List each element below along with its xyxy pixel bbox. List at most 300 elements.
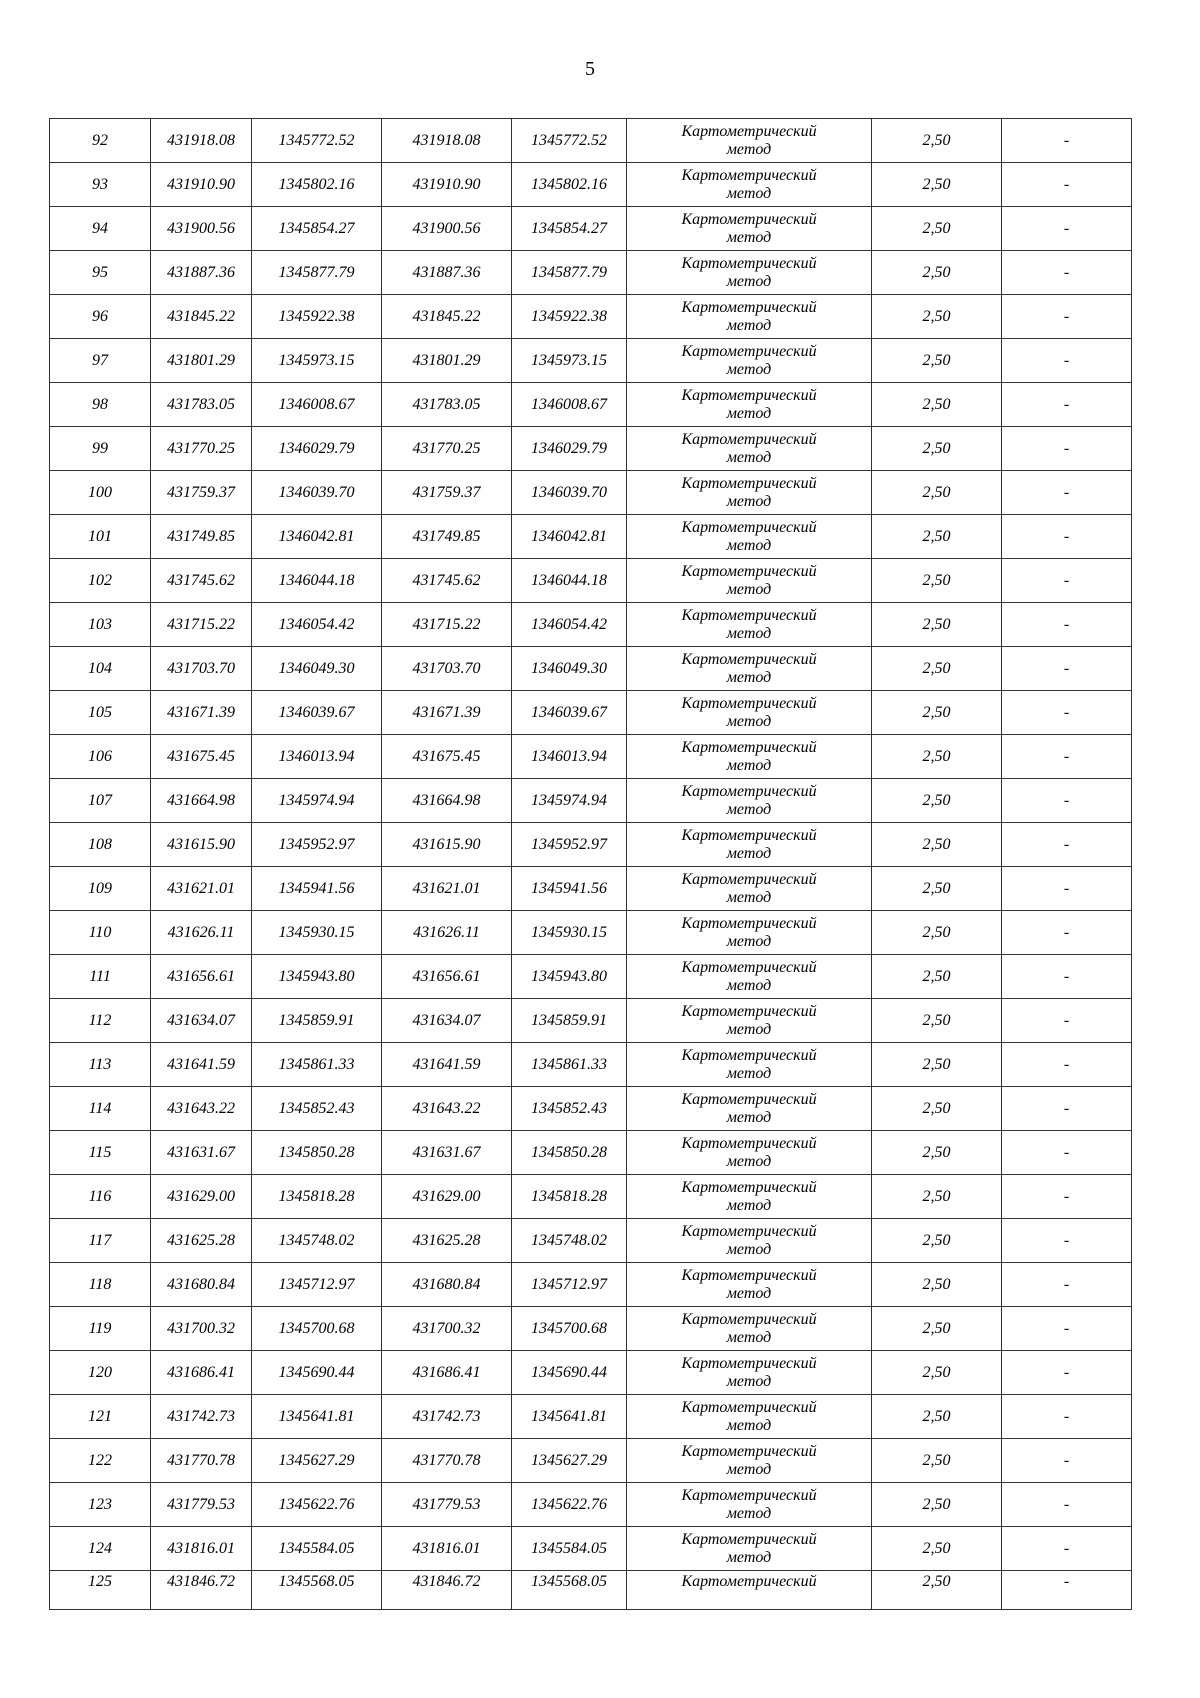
- existing-x-cell: 431686.41: [151, 1351, 252, 1395]
- table-row: [50, 1175, 1132, 1219]
- table-row: [50, 207, 1132, 251]
- method-cell: [627, 163, 872, 207]
- point-number-cell: 102: [50, 559, 151, 603]
- refined-x-cell: 431634.07: [382, 999, 512, 1043]
- method-line-2: метод: [726, 1240, 772, 1258]
- method-line-2: метод: [726, 1064, 772, 1082]
- method-line-2: метод: [726, 668, 772, 686]
- table-row: [50, 691, 1132, 735]
- refined-x-cell: 431643.22: [382, 1087, 512, 1131]
- refined-y-cell: 1346039.70: [512, 471, 627, 515]
- method-line-1: Картометрический: [681, 386, 817, 404]
- accuracy-cell: 2,50: [872, 1131, 1002, 1175]
- refined-x-cell: 431615.90: [382, 823, 512, 867]
- table-row: [50, 999, 1132, 1043]
- refined-y-cell: 1346039.67: [512, 691, 627, 735]
- method-cell: [627, 119, 872, 163]
- existing-x-cell: 431680.84: [151, 1263, 252, 1307]
- method-line-2: метод: [726, 800, 772, 818]
- method-line-1: Картометрический: [681, 650, 817, 668]
- method-line-1: Картометрический: [681, 914, 817, 932]
- table-row: [50, 1483, 1132, 1527]
- existing-y-cell: 1345802.16: [252, 163, 382, 207]
- method-cell: [627, 1219, 872, 1263]
- point-number-cell: 115: [50, 1131, 151, 1175]
- existing-y-cell: 1345700.68: [252, 1307, 382, 1351]
- method-line-1: Картометрический: [681, 430, 817, 448]
- accuracy-cell: 2,50: [872, 911, 1002, 955]
- method-line-1: Картометрический: [681, 474, 817, 492]
- point-number-cell: 120: [50, 1351, 151, 1395]
- table-row: [50, 1395, 1132, 1439]
- accuracy-cell: 2,50: [872, 823, 1002, 867]
- existing-y-cell: 1345973.15: [252, 339, 382, 383]
- refined-x-cell: 431910.90: [382, 163, 512, 207]
- existing-y-cell: 1345622.76: [252, 1483, 382, 1527]
- method-cell: [627, 383, 872, 427]
- method-line-1: Картометрический: [681, 1090, 817, 1108]
- method-line-2: метод: [726, 1460, 772, 1478]
- method-line-1: Картометрический: [681, 1573, 817, 1590]
- method-line-2: метод: [726, 536, 772, 554]
- note-cell: -: [1002, 1351, 1132, 1395]
- note-cell: -: [1002, 1571, 1132, 1610]
- method-line-1: Картометрический: [681, 1046, 817, 1064]
- method-cell: [627, 603, 872, 647]
- note-cell: -: [1002, 295, 1132, 339]
- existing-y-cell: 1346008.67: [252, 383, 382, 427]
- point-number-cell: 118: [50, 1263, 151, 1307]
- accuracy-cell: 2,50: [872, 1439, 1002, 1483]
- method-line-1: Картометрический: [681, 1266, 817, 1284]
- method-line-2: метод: [726, 404, 772, 422]
- point-number-cell: 124: [50, 1527, 151, 1571]
- table-row: [50, 559, 1132, 603]
- refined-y-cell: 1345941.56: [512, 867, 627, 911]
- note-cell: -: [1002, 207, 1132, 251]
- table-row: [50, 823, 1132, 867]
- refined-y-cell: 1345690.44: [512, 1351, 627, 1395]
- refined-x-cell: 431770.78: [382, 1439, 512, 1483]
- point-number-cell: 95: [50, 251, 151, 295]
- existing-y-cell: 1346013.94: [252, 735, 382, 779]
- method-cell: [627, 999, 872, 1043]
- method-line-1: Картометрический: [681, 826, 817, 844]
- point-number-cell: 109: [50, 867, 151, 911]
- refined-y-cell: 1345641.81: [512, 1395, 627, 1439]
- method-line-1: Картометрический: [681, 1222, 817, 1240]
- refined-y-cell: 1346042.81: [512, 515, 627, 559]
- method-cell: [627, 1395, 872, 1439]
- method-cell: [627, 471, 872, 515]
- method-cell: [627, 1307, 872, 1351]
- refined-y-cell: 1345850.28: [512, 1131, 627, 1175]
- refined-x-cell: 431846.72: [382, 1571, 512, 1610]
- existing-x-cell: 431900.56: [151, 207, 252, 251]
- coordinates-table-body: [50, 119, 1132, 1610]
- method-cell: [627, 1527, 872, 1571]
- method-cell: [627, 1571, 872, 1610]
- accuracy-cell: 2,50: [872, 471, 1002, 515]
- existing-x-cell: 431641.59: [151, 1043, 252, 1087]
- refined-y-cell: 1345627.29: [512, 1439, 627, 1483]
- point-number-cell: 122: [50, 1439, 151, 1483]
- refined-x-cell: 431887.36: [382, 251, 512, 295]
- table-row: [50, 251, 1132, 295]
- point-number-cell: 110: [50, 911, 151, 955]
- note-cell: -: [1002, 823, 1132, 867]
- refined-x-cell: 431686.41: [382, 1351, 512, 1395]
- point-number-cell: 100: [50, 471, 151, 515]
- method-cell: [627, 691, 872, 735]
- existing-x-cell: 431910.90: [151, 163, 252, 207]
- point-number-cell: 92: [50, 119, 151, 163]
- refined-x-cell: 431845.22: [382, 295, 512, 339]
- method-line-1: Картометрический: [681, 166, 817, 184]
- accuracy-cell: 2,50: [872, 691, 1002, 735]
- method-cell: [627, 955, 872, 999]
- existing-x-cell: 431715.22: [151, 603, 252, 647]
- point-number-cell: 121: [50, 1395, 151, 1439]
- existing-y-cell: 1345952.97: [252, 823, 382, 867]
- point-number-cell: 116: [50, 1175, 151, 1219]
- table-row: [50, 647, 1132, 691]
- table-row: [50, 515, 1132, 559]
- table-row: [50, 603, 1132, 647]
- method-line-1: Картометрический: [681, 1310, 817, 1328]
- existing-y-cell: 1345850.28: [252, 1131, 382, 1175]
- accuracy-cell: 2,50: [872, 1527, 1002, 1571]
- table-row: [50, 339, 1132, 383]
- method-cell: [627, 1483, 872, 1527]
- existing-x-cell: 431703.70: [151, 647, 252, 691]
- method-line-2: метод: [726, 492, 772, 510]
- point-number-cell: 93: [50, 163, 151, 207]
- point-number-cell: 104: [50, 647, 151, 691]
- method-line-2: метод: [726, 712, 772, 730]
- method-line-2: метод: [726, 272, 772, 290]
- accuracy-cell: 2,50: [872, 1087, 1002, 1131]
- refined-x-cell: 431770.25: [382, 427, 512, 471]
- accuracy-cell: 2,50: [872, 515, 1002, 559]
- refined-y-cell: 1345818.28: [512, 1175, 627, 1219]
- existing-x-cell: 431845.22: [151, 295, 252, 339]
- method-line-1: Картометрический: [681, 122, 817, 140]
- point-number-cell: 97: [50, 339, 151, 383]
- note-cell: -: [1002, 1043, 1132, 1087]
- refined-y-cell: 1345748.02: [512, 1219, 627, 1263]
- refined-y-cell: 1346008.67: [512, 383, 627, 427]
- method-cell: [627, 647, 872, 691]
- existing-y-cell: 1345943.80: [252, 955, 382, 999]
- existing-x-cell: 431801.29: [151, 339, 252, 383]
- existing-x-cell: 431779.53: [151, 1483, 252, 1527]
- existing-y-cell: 1345584.05: [252, 1527, 382, 1571]
- refined-x-cell: 431918.08: [382, 119, 512, 163]
- existing-x-cell: 431671.39: [151, 691, 252, 735]
- existing-y-cell: 1346042.81: [252, 515, 382, 559]
- method-line-2: метод: [726, 932, 772, 950]
- method-line-1: Картометрический: [681, 738, 817, 756]
- method-cell: [627, 1043, 872, 1087]
- existing-y-cell: 1345941.56: [252, 867, 382, 911]
- refined-x-cell: 431675.45: [382, 735, 512, 779]
- point-number-cell: 108: [50, 823, 151, 867]
- note-cell: -: [1002, 163, 1132, 207]
- existing-x-cell: 431770.78: [151, 1439, 252, 1483]
- table-row: [50, 779, 1132, 823]
- accuracy-cell: 2,50: [872, 295, 1002, 339]
- refined-y-cell: 1346013.94: [512, 735, 627, 779]
- note-cell: -: [1002, 867, 1132, 911]
- table-row: [50, 163, 1132, 207]
- method-line-2: метод: [726, 228, 772, 246]
- method-line-1: Картометрический: [681, 1486, 817, 1504]
- method-line-2: метод: [726, 1152, 772, 1170]
- existing-y-cell: 1345854.27: [252, 207, 382, 251]
- refined-y-cell: 1345922.38: [512, 295, 627, 339]
- method-line-2: метод: [726, 448, 772, 466]
- refined-x-cell: 431664.98: [382, 779, 512, 823]
- method-cell: [627, 823, 872, 867]
- refined-x-cell: 431625.28: [382, 1219, 512, 1263]
- method-line-2: метод: [726, 1372, 772, 1390]
- point-number-cell: 113: [50, 1043, 151, 1087]
- existing-x-cell: 431664.98: [151, 779, 252, 823]
- table-row: [50, 735, 1132, 779]
- refined-x-cell: 431700.32: [382, 1307, 512, 1351]
- accuracy-cell: 2,50: [872, 119, 1002, 163]
- note-cell: -: [1002, 251, 1132, 295]
- refined-y-cell: 1345943.80: [512, 955, 627, 999]
- point-number-cell: 112: [50, 999, 151, 1043]
- point-number-cell: 106: [50, 735, 151, 779]
- method-cell: [627, 867, 872, 911]
- note-cell: -: [1002, 383, 1132, 427]
- existing-y-cell: 1345852.43: [252, 1087, 382, 1131]
- existing-y-cell: 1345627.29: [252, 1439, 382, 1483]
- method-cell: [627, 427, 872, 471]
- method-line-1: Картометрический: [681, 254, 817, 272]
- note-cell: -: [1002, 779, 1132, 823]
- note-cell: -: [1002, 1131, 1132, 1175]
- refined-y-cell: 1345854.27: [512, 207, 627, 251]
- point-number-cell: 103: [50, 603, 151, 647]
- method-line-1: Картометрический: [681, 1134, 817, 1152]
- point-number-cell: 101: [50, 515, 151, 559]
- method-line-1: Картометрический: [681, 958, 817, 976]
- refined-x-cell: 431680.84: [382, 1263, 512, 1307]
- refined-x-cell: 431816.01: [382, 1527, 512, 1571]
- table-row: [50, 1351, 1132, 1395]
- point-number-cell: 107: [50, 779, 151, 823]
- note-cell: -: [1002, 1263, 1132, 1307]
- method-line-2: метод: [726, 140, 772, 158]
- refined-y-cell: 1345802.16: [512, 163, 627, 207]
- page-number: 5: [585, 58, 595, 80]
- method-line-1: Картометрический: [681, 298, 817, 316]
- refined-x-cell: 431671.39: [382, 691, 512, 735]
- note-cell: -: [1002, 1307, 1132, 1351]
- existing-y-cell: 1345568.05: [252, 1571, 382, 1610]
- method-line-2: метод: [726, 1504, 772, 1522]
- method-cell: [627, 515, 872, 559]
- existing-x-cell: 431643.22: [151, 1087, 252, 1131]
- note-cell: -: [1002, 1219, 1132, 1263]
- method-cell: [627, 207, 872, 251]
- method-line-1: Картометрический: [681, 1398, 817, 1416]
- refined-y-cell: 1345700.68: [512, 1307, 627, 1351]
- refined-y-cell: 1345952.97: [512, 823, 627, 867]
- point-number-cell: 99: [50, 427, 151, 471]
- accuracy-cell: 2,50: [872, 779, 1002, 823]
- accuracy-cell: 2,50: [872, 955, 1002, 999]
- table-row: [50, 1219, 1132, 1263]
- existing-y-cell: 1345859.91: [252, 999, 382, 1043]
- table-row: [50, 1087, 1132, 1131]
- refined-x-cell: 431749.85: [382, 515, 512, 559]
- method-line-1: Картометрический: [681, 870, 817, 888]
- method-line-1: Картометрический: [681, 1178, 817, 1196]
- method-line-1: Картометрический: [681, 606, 817, 624]
- refined-y-cell: 1345930.15: [512, 911, 627, 955]
- existing-x-cell: 431783.05: [151, 383, 252, 427]
- note-cell: -: [1002, 735, 1132, 779]
- table-row: [50, 295, 1132, 339]
- refined-x-cell: 431745.62: [382, 559, 512, 603]
- note-cell: -: [1002, 911, 1132, 955]
- table-row: [50, 1527, 1132, 1571]
- table-row: [50, 1307, 1132, 1351]
- table-row: [50, 1263, 1132, 1307]
- note-cell: -: [1002, 999, 1132, 1043]
- method-line-2: метод: [726, 1416, 772, 1434]
- refined-y-cell: 1345584.05: [512, 1527, 627, 1571]
- existing-y-cell: 1345930.15: [252, 911, 382, 955]
- accuracy-cell: 2,50: [872, 1219, 1002, 1263]
- accuracy-cell: 2,50: [872, 1571, 1002, 1610]
- method-line-2: метод: [726, 1108, 772, 1126]
- note-cell: -: [1002, 691, 1132, 735]
- existing-y-cell: 1346039.67: [252, 691, 382, 735]
- existing-y-cell: 1345922.38: [252, 295, 382, 339]
- existing-x-cell: 431749.85: [151, 515, 252, 559]
- refined-y-cell: 1345568.05: [512, 1571, 627, 1610]
- existing-x-cell: 431770.25: [151, 427, 252, 471]
- existing-y-cell: 1345772.52: [252, 119, 382, 163]
- table-row: [50, 1439, 1132, 1483]
- existing-x-cell: 431634.07: [151, 999, 252, 1043]
- table-row: [50, 867, 1132, 911]
- accuracy-cell: 2,50: [872, 1307, 1002, 1351]
- method-line-1: Картометрический: [681, 1442, 817, 1460]
- refined-x-cell: 431783.05: [382, 383, 512, 427]
- note-cell: -: [1002, 339, 1132, 383]
- point-number-cell: 105: [50, 691, 151, 735]
- method-line-2: метод: [726, 756, 772, 774]
- existing-y-cell: 1346029.79: [252, 427, 382, 471]
- table-row: [50, 1571, 1132, 1610]
- method-line-2: метод: [726, 888, 772, 906]
- refined-x-cell: 431715.22: [382, 603, 512, 647]
- refined-y-cell: 1346029.79: [512, 427, 627, 471]
- existing-x-cell: 431700.32: [151, 1307, 252, 1351]
- existing-y-cell: 1345748.02: [252, 1219, 382, 1263]
- note-cell: -: [1002, 603, 1132, 647]
- method-cell: [627, 735, 872, 779]
- refined-x-cell: 431759.37: [382, 471, 512, 515]
- method-line-2: метод: [726, 580, 772, 598]
- accuracy-cell: 2,50: [872, 603, 1002, 647]
- table-row: [50, 955, 1132, 999]
- existing-x-cell: 431918.08: [151, 119, 252, 163]
- table-row: [50, 471, 1132, 515]
- method-line-2: метод: [726, 184, 772, 202]
- existing-y-cell: 1346049.30: [252, 647, 382, 691]
- accuracy-cell: 2,50: [872, 1395, 1002, 1439]
- note-cell: -: [1002, 515, 1132, 559]
- point-number-cell: 123: [50, 1483, 151, 1527]
- method-line-1: Картометрический: [681, 782, 817, 800]
- refined-y-cell: 1346049.30: [512, 647, 627, 691]
- existing-x-cell: 431625.28: [151, 1219, 252, 1263]
- existing-x-cell: 431846.72: [151, 1571, 252, 1610]
- table-row: [50, 1043, 1132, 1087]
- method-cell: [627, 779, 872, 823]
- method-line-2: метод: [726, 844, 772, 862]
- method-line-1: Картометрический: [681, 694, 817, 712]
- method-cell: [627, 1131, 872, 1175]
- table-row: [50, 383, 1132, 427]
- refined-x-cell: 431742.73: [382, 1395, 512, 1439]
- existing-y-cell: 1345974.94: [252, 779, 382, 823]
- refined-y-cell: 1346044.18: [512, 559, 627, 603]
- method-line-2: метод: [726, 624, 772, 642]
- method-line-1: Картометрический: [681, 1354, 817, 1372]
- method-cell: [627, 1087, 872, 1131]
- accuracy-cell: 2,50: [872, 867, 1002, 911]
- refined-x-cell: 431629.00: [382, 1175, 512, 1219]
- accuracy-cell: 2,50: [872, 383, 1002, 427]
- existing-x-cell: 431742.73: [151, 1395, 252, 1439]
- existing-y-cell: 1345818.28: [252, 1175, 382, 1219]
- method-line-2: метод: [726, 1284, 772, 1302]
- accuracy-cell: 2,50: [872, 1351, 1002, 1395]
- method-line-2: метод: [726, 316, 772, 334]
- method-cell: [627, 295, 872, 339]
- accuracy-cell: 2,50: [872, 647, 1002, 691]
- table-row: [50, 427, 1132, 471]
- accuracy-cell: 2,50: [872, 1043, 1002, 1087]
- method-line-2: метод: [726, 1196, 772, 1214]
- note-cell: -: [1002, 647, 1132, 691]
- note-cell: -: [1002, 1439, 1132, 1483]
- note-cell: -: [1002, 1527, 1132, 1571]
- accuracy-cell: 2,50: [872, 1263, 1002, 1307]
- point-number-cell: 119: [50, 1307, 151, 1351]
- accuracy-cell: 2,50: [872, 735, 1002, 779]
- point-number-cell: 125: [50, 1571, 151, 1610]
- point-number-cell: 117: [50, 1219, 151, 1263]
- note-cell: -: [1002, 1483, 1132, 1527]
- refined-y-cell: 1345859.91: [512, 999, 627, 1043]
- refined-x-cell: 431703.70: [382, 647, 512, 691]
- point-number-cell: 111: [50, 955, 151, 999]
- existing-x-cell: 431759.37: [151, 471, 252, 515]
- method-cell: [627, 339, 872, 383]
- existing-x-cell: 431816.01: [151, 1527, 252, 1571]
- refined-y-cell: 1345712.97: [512, 1263, 627, 1307]
